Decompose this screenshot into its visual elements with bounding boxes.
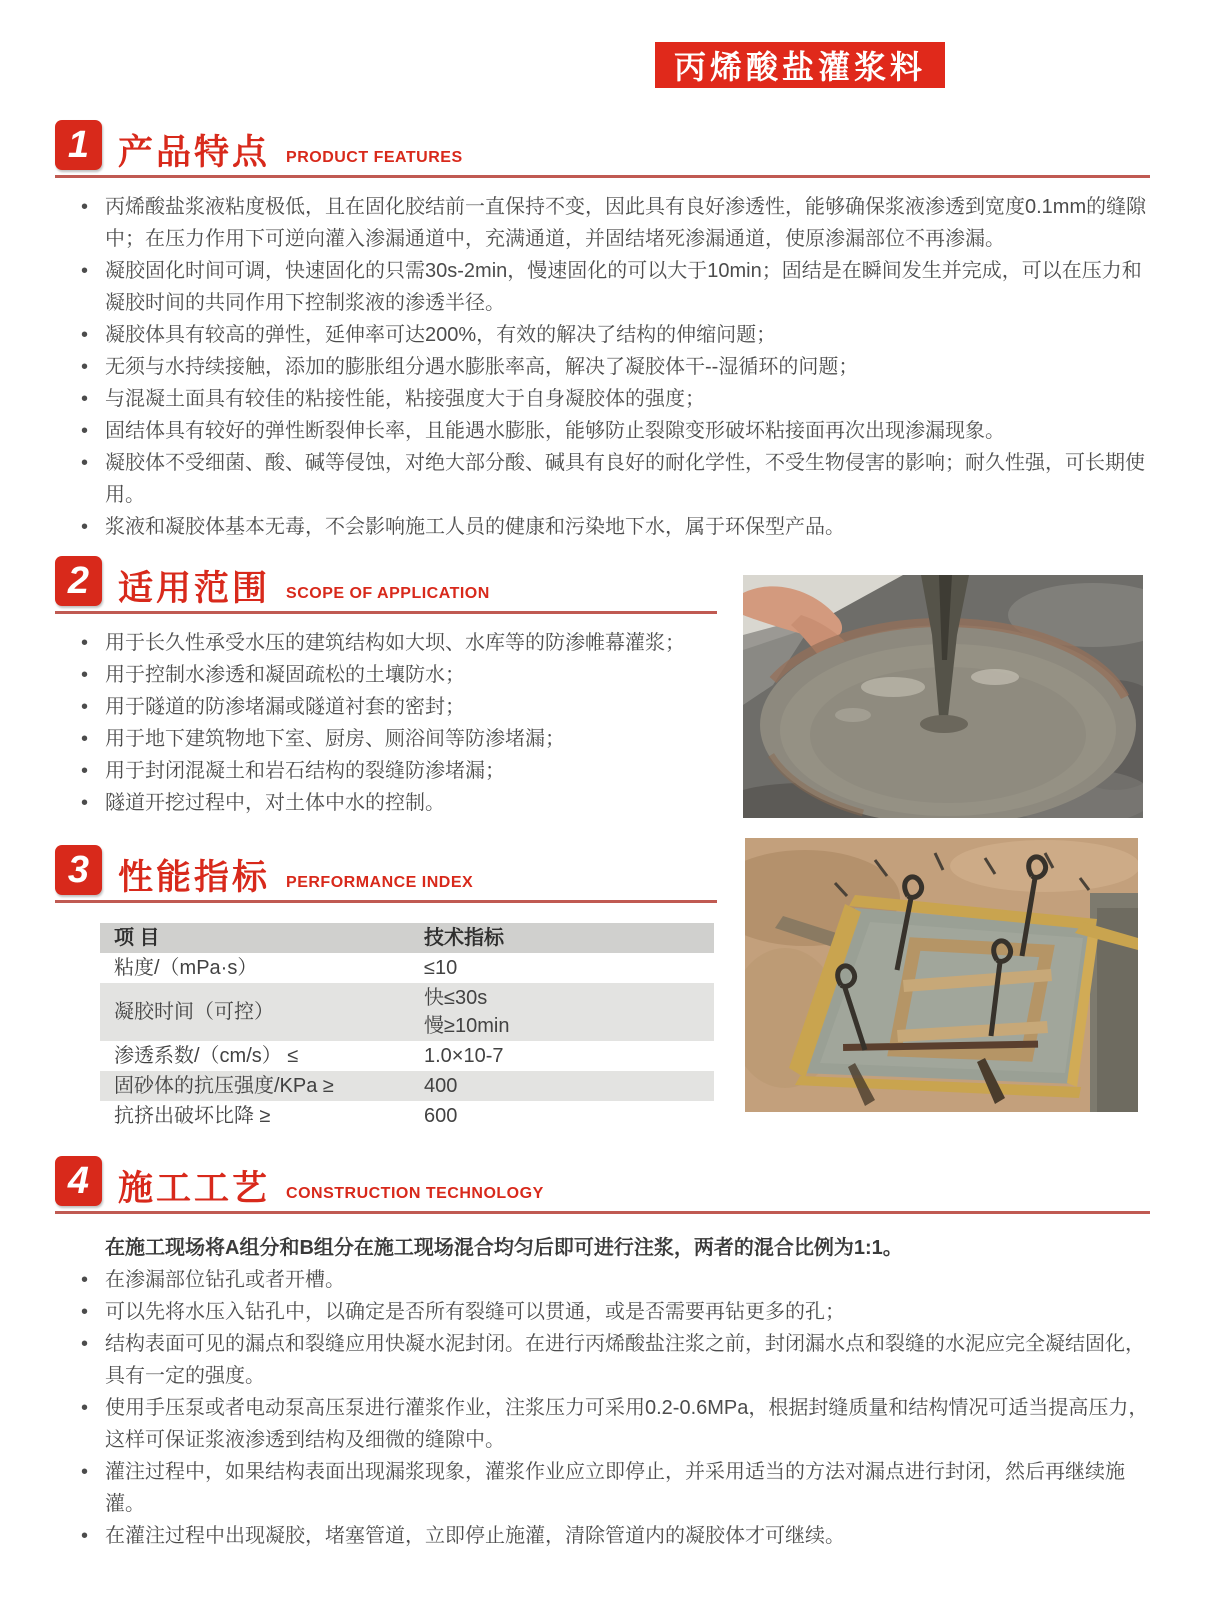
section-title: 适用范围: [118, 569, 271, 608]
feature-list: [55, 191, 1150, 543]
section-performance-index: [55, 845, 717, 1131]
section-title: 性能指标: [118, 858, 271, 897]
section-title: 施工工艺: [118, 1169, 271, 1208]
page-title: [655, 42, 945, 88]
list-item: • 用于地下建筑物地下室、厨房、厕浴间等防渗堵漏；: [105, 723, 717, 755]
list-item: • 用于控制水渗透和凝固疏松的土壤防水；: [105, 659, 717, 691]
list-item: • 用于隧道的防渗堵漏或隧道衬套的密封；: [105, 691, 717, 723]
section-construction-technology: [55, 1156, 1150, 1552]
section-header: [55, 556, 717, 614]
section-number-badge: 1: [55, 120, 102, 170]
section-number-badge: 4: [55, 1156, 102, 1206]
table-cell: 凝胶时间（可控）: [114, 1001, 274, 1023]
table-cell: 400: [424, 1075, 458, 1097]
table-cell: ≤10: [424, 957, 458, 979]
section-subtitle: SCOPE OF APPLICATION: [286, 585, 490, 602]
list-item: • 在渗漏部位钻孔或者开槽。: [105, 1264, 1150, 1296]
list-item: • 在灌注过程中出现凝胶，堵塞管道，立即停止施灌，清除管道内的凝胶体才可继续。: [105, 1520, 1150, 1552]
table-header-index: 技术指标: [424, 927, 504, 949]
table-row: [100, 1101, 714, 1131]
grout-mixing-photo: [743, 575, 1143, 818]
section-scope-of-application: [55, 556, 717, 819]
section-product-features: [55, 120, 1150, 543]
section-title: 产品特点: [118, 133, 271, 172]
section-header: [55, 1156, 1150, 1214]
table-cell-line: 快≤30s: [424, 987, 488, 1009]
list-item: • 凝胶固化时间可调，快速固化的只需30s-2min，慢速固化的可以大于10min；固结是在瞬间发生并完成，可以在压力和凝胶时间的共同作用下控制浆液的渗透半径。: [105, 255, 1150, 319]
construction-intro: 在施工现场将A组分和B组分在施工现场混合均匀后即可进行注浆，两者的混合比例为1:1。: [105, 1237, 903, 1259]
table-row: [100, 953, 714, 983]
list-item: • 无须与水持续接触，添加的膨胀组分遇水膨胀率高，解决了凝胶体干--湿循环的问题；: [105, 351, 1150, 383]
section-number-badge: 2: [55, 556, 102, 606]
table-cell: 600: [424, 1105, 458, 1127]
list-item: • 固结体具有较好的弹性断裂伸长率，且能遇水膨胀，能够防止裂隙变形破坏粘接面再次出现渗漏现象。: [105, 415, 1150, 447]
section-number-badge: 3: [55, 845, 102, 895]
table-cell: [424, 983, 714, 1041]
table-cell: 渗透系数/（cm/s） ≤: [114, 1045, 299, 1067]
list-item: • 灌注过程中，如果结构表面出现漏浆现象，灌浆作业应立即停止，并采用适当的方法对漏点进行封闭，然后再继续施灌。: [105, 1456, 1150, 1520]
application-list: [55, 627, 717, 819]
table-header-item: 项 目: [114, 927, 160, 949]
construction-steps-list: [55, 1264, 1150, 1552]
table-row: [100, 983, 714, 1041]
list-item: • 使用手压泵或者电动泵高压泵进行灌浆作业，注浆压力可采用0.2-0.6MPa，根据封缝质量和结构情况可适当提高压力，这样可保证浆液渗透到结构及细微的缝隙中。: [105, 1392, 1150, 1456]
table-cell: 粘度/（mPa·s）: [114, 957, 258, 979]
list-item: • 凝胶体具有较高的弹性，延伸率可达200%，有效的解决了结构的伸缩问题；: [105, 319, 1150, 351]
list-item: • 可以先将水压入钻孔中，以确定是否所有裂缝可以贯通，或是否需要再钻更多的孔；: [105, 1296, 1150, 1328]
page-title-text: 丙烯酸盐灌浆料: [673, 49, 926, 85]
section-header: [55, 845, 717, 903]
formwork-grouting-photo: [745, 838, 1138, 1112]
list-item: • 浆液和凝胶体基本无毒，不会影响施工人员的健康和污染地下水，属于环保型产品。: [105, 511, 1150, 543]
table-header-row: [100, 923, 714, 953]
table-cell: 固砂体的抗压强度/KPa ≥: [114, 1075, 334, 1097]
list-item: • 隧道开挖过程中，对土体中水的控制。: [105, 787, 717, 819]
section-header: [55, 120, 1150, 178]
list-item: • 丙烯酸盐浆液粘度极低，且在固化胶结前一直保持不变，因此具有良好渗透性，能够确保浆液渗透到宽度0.1mm的缝隙中；在压力作用下可逆向灌入渗漏通道中，充满通道，并固结堵死渗漏通道，使原渗漏部位不再渗漏。: [105, 191, 1150, 255]
list-item: • 用于封闭混凝土和岩石结构的裂缝防渗堵漏；: [105, 755, 717, 787]
list-item: • 结构表面可见的漏点和裂缝应用快凝水泥封闭。在进行丙烯酸盐注浆之前，封闭漏水点和裂缝的水泥应完全凝结固化，具有一定的强度。: [105, 1328, 1150, 1392]
table-cell: 抗挤出破坏比降 ≥: [114, 1105, 271, 1127]
table-row: [100, 1071, 714, 1101]
list-item: • 与混凝土面具有较佳的粘接性能，粘接强度大于自身凝胶体的强度；: [105, 383, 1150, 415]
section-subtitle: PERFORMANCE INDEX: [286, 874, 474, 891]
section-subtitle: CONSTRUCTION TECHNOLOGY: [286, 1185, 544, 1202]
table-cell-line: 慢≥10min: [424, 1015, 510, 1037]
list-item: • 凝胶体不受细菌、酸、碱等侵蚀，对绝大部分酸、碱具有良好的耐化学性，不受生物侵害的影响；耐久性强，可长期使用。: [105, 447, 1150, 511]
list-item: • 用于长久性承受水压的建筑结构如大坝、水库等的防渗帷幕灌浆；: [105, 627, 717, 659]
performance-table: [100, 923, 714, 1131]
table-row: [100, 1041, 714, 1071]
section-subtitle: PRODUCT FEATURES: [286, 149, 463, 166]
table-cell: 1.0×10-7: [424, 1045, 504, 1067]
